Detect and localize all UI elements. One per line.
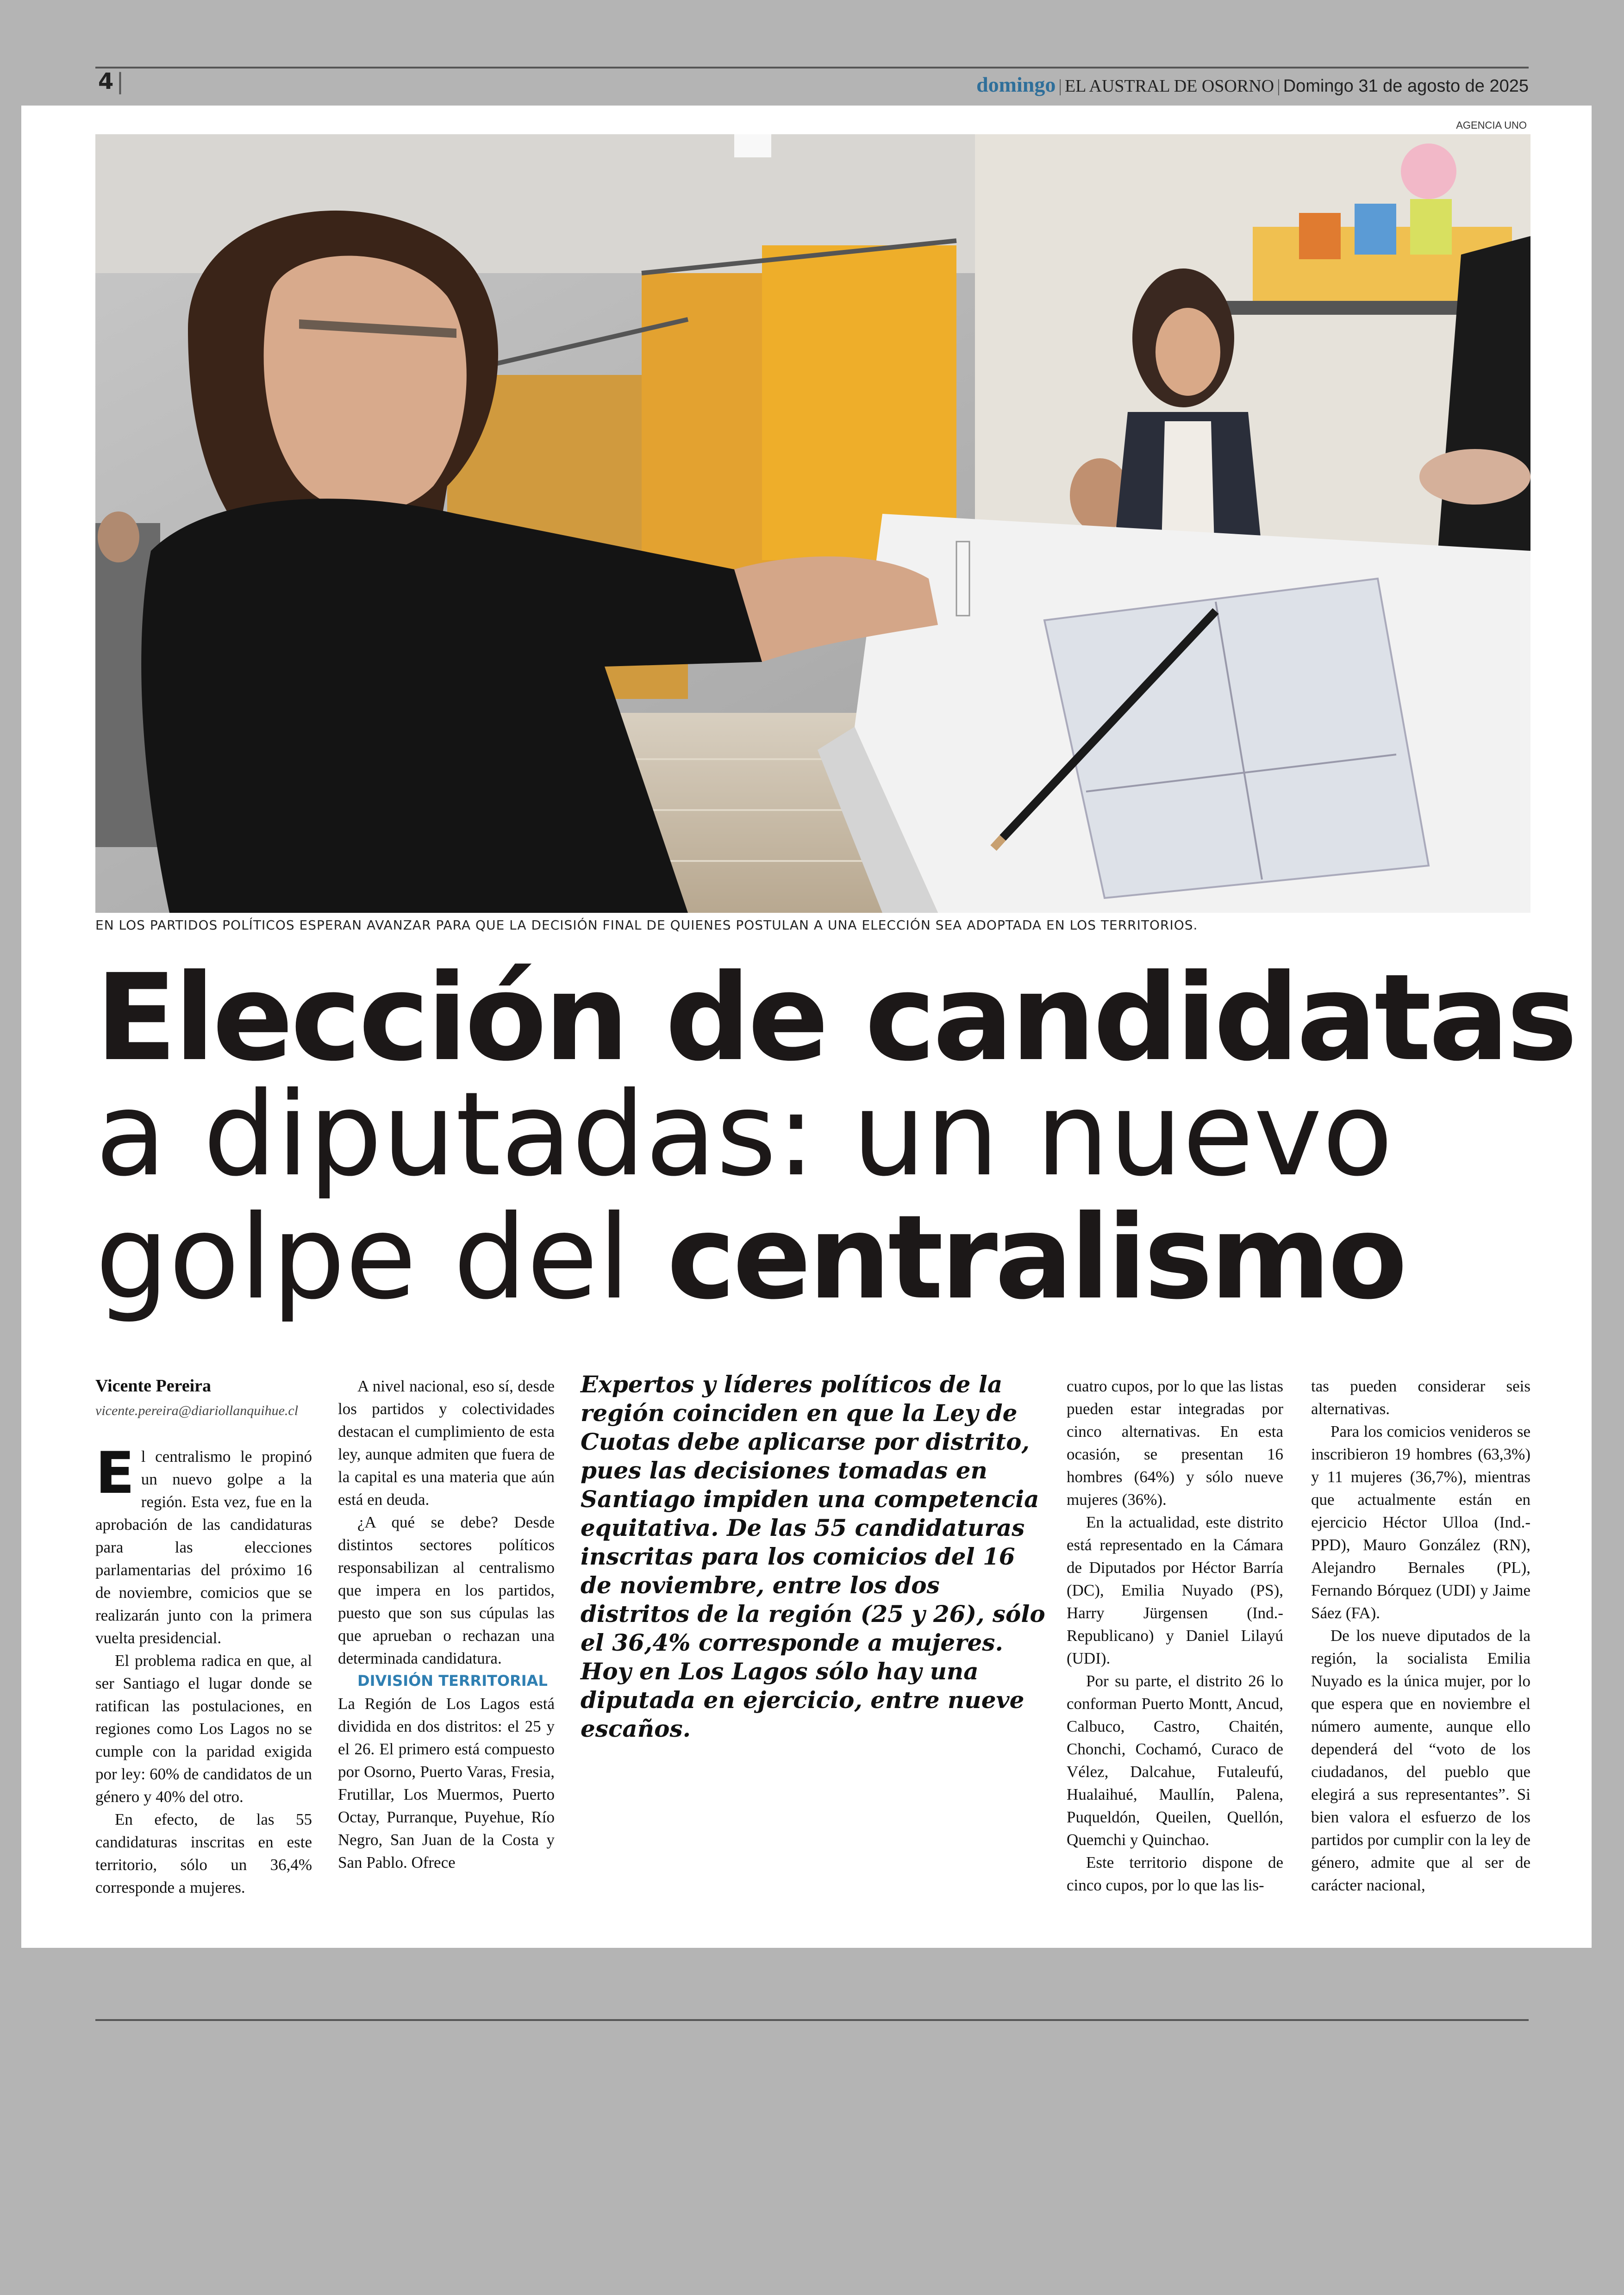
section-subhead: DIVISIÓN TERRITORIAL [357, 1672, 548, 1690]
headline [95, 948, 1575, 1325]
issue-date: Domingo 31 de agosto de 2025 [1283, 76, 1529, 96]
article-paragraph: Para los comicios venideros se inscribieron 19 hombres (63,3%) y 11 mujeres (36,7%), mientras que actualmente están en ejercicio Héctor Ulloa (Ind.-PPD), Mauro González (RN), Alejandro Bernales (PL), Fernando Bórquez (UDI) y Jaime Sáez (FA). [1311, 1422, 1530, 1622]
headline-line-3-bold: centralismo [667, 1190, 1405, 1325]
article-paragraph: La Región de Los Lagos está dividida en dos distritos: el 25 y el 26. El primero está compuesto por Osorno, Puerto Varas, Fresia, Frutillar, Los Muermos, Puerto Octay, Purranque, Puyehue, Río Negro, San Juan de la Costa y San Pablo. Ofrece [338, 1695, 555, 1871]
article-column-5 [1311, 1375, 1530, 1896]
article-paragraph: El centralismo le propinó un nuevo golpe a la región. Esta vez, fue en la aprobación de las candidaturas para las elecciones parlamentarias del próximo 16 de noviembre, comicios que se realizarán junto con la primera vuelta presidencial. [95, 1440, 312, 1647]
headline-line-1: Elección de candidatas [95, 948, 1575, 1087]
author-email: vicente.pereira@diariollanquihue.cl [95, 1403, 299, 1418]
headline-line-3-regular: golpe del [95, 1190, 667, 1325]
article-paragraph: En la actualidad, este distrito está representado en la Cámara de Diputados por Héctor Barría (DC), Emilia Nuyado (PS), Harry Jürgensen (Ind.-Republicano) y Daniel Lilayú (UDI). [1067, 1513, 1283, 1667]
article-column-1 [95, 1375, 312, 1899]
article-paragraph: El problema radica en que, al ser Santiago el lugar donde se ratifican las postulaciones, en regiones como Los Lagos no se cumple con la paridad exigida por ley: 60% de candidatos de un género y 40% del otro. [95, 1652, 312, 1806]
footer-rule [95, 2019, 1529, 2021]
photo-credit: AGENCIA UNO [1456, 119, 1527, 131]
news-photo [95, 134, 1530, 913]
masthead: domingo | EL AUSTRAL DE OSORNO | Domingo 31 de agosto de 2025 [976, 73, 1529, 96]
article-paragraph: En efecto, de las 55 candidaturas inscritas en este territorio, sólo un 36,4% corresponde a mujeres. [95, 1810, 312, 1896]
section-brand: domingo [976, 73, 1056, 96]
article-paragraph: tas pueden considerar seis alternativas. [1311, 1377, 1530, 1418]
article-paragraph: Este territorio dispone de cinco cupos, por lo que las lis- [1067, 1853, 1283, 1894]
article-paragraph: De los nueve diputados de la región, la socialista Emilia Nuyado es la única mujer, por lo que espera que en noviembre el número aumente, aunque ello dependerá del “voto de los ciudadanos, del pueblo que elegirá a sus representantes”. Si bien valora el esfuerzo de los partidos por cumplir con la ley de género, admite que al ser de carácter nacional, [1311, 1627, 1530, 1894]
article-column-4 [1067, 1375, 1283, 1896]
headline-line-2: a diputadas: un nuevo [95, 1067, 1393, 1202]
photo-caption: EN LOS PARTIDOS POLÍTICOS ESPERAN AVANZAR PARA QUE LA DECISIÓN FINAL DE QUIENES POSTULAN A UNA ELECCIÓN SEA ADOPTADA EN LOS TERRITORIOS. [95, 917, 1198, 933]
header-rule [95, 67, 1529, 69]
author-name: Vicente Pereira [95, 1376, 212, 1396]
page-number: 4 | [98, 69, 124, 94]
voting-scene-illustration [95, 134, 1530, 913]
newspaper-name: EL AUSTRAL DE OSORNO [1064, 76, 1274, 96]
article-paragraph: cuatro cupos, por lo que las listas pueden estar integradas por cinco alternativas. En esta ocasión, se presentan 16 hombres (64%) y sólo nueve mujeres (36%). [1067, 1377, 1283, 1509]
drop-cap: E [95, 1440, 135, 1507]
headline-line-3 [95, 1190, 1554, 1325]
article-paragraph: Por su parte, el distrito 26 lo conforman Puerto Montt, Ancud, Calbuco, Castro, Chaitén, Chonchi, Cochamó, Curaco de Vélez, Dalcahue, Futaleufú, Hualaihué, Maullín, Palena, Puqueldón, Queilen, Quellón, Quemchi y Quinchao. [1067, 1672, 1283, 1849]
article-paragraph: A nivel nacional, eso sí, desde los partidos y colectividades destacan el cumplimiento de esta ley, aunque admiten que fuera de la capital es una materia que aún está en deuda. [338, 1377, 555, 1509]
article-column-2 [338, 1375, 555, 1874]
lead-paragraph: Expertos y líderes políticos de la región coinciden en que la Ley de Cuotas debe aplicarse por distrito, pues las decisiones tomadas en Santiago impiden una competencia equitativa. De las 55 candidaturas inscritas para los comicios del 16 de noviembre, entre los dos distritos de la región (25 y 26), sólo el 36,4% corresponde a mujeres. Hoy en Los Lagos sólo hay una diputada en ejercicio, entre nueve escaños. [581, 1371, 1045, 1742]
article-paragraph: ¿A qué se debe? Desde distintos sectores políticos responsabilizan al centralismo que impera en los partidos, puesto que son sus cúpulas las que aprueban o rechazan una determinada candidatura. [338, 1513, 555, 1667]
article-sheet [21, 106, 1592, 1948]
